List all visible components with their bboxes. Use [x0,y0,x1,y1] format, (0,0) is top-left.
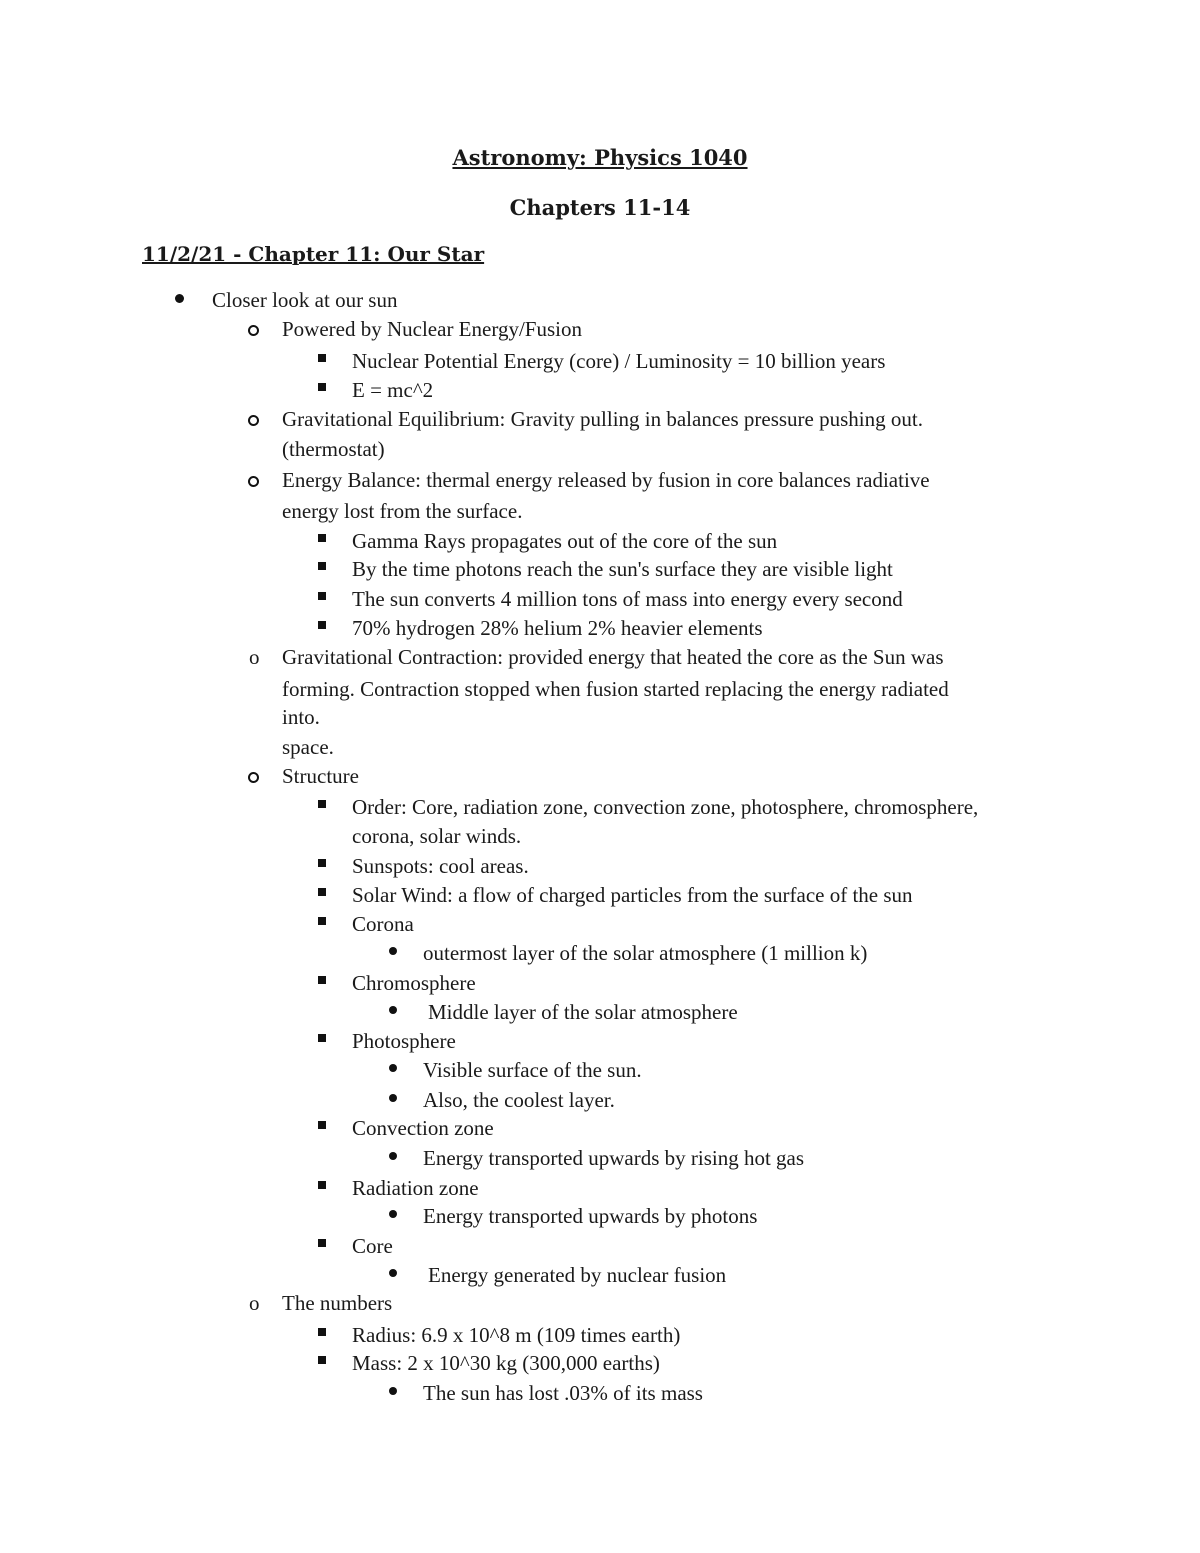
list-item: Closer look at our sun [212,288,398,312]
square-bullet-icon [318,592,326,600]
square-bullet-icon [318,888,326,896]
dot-bullet-icon [389,1094,397,1102]
dot-bullet-icon [389,1387,397,1395]
list-item: Energy transported upwards by rising hot gas [423,1146,805,1170]
section-heading: 11/2/21 - Chapter 11: Our Star [142,242,485,266]
list-item: Gravitational Equilibrium: Gravity pulling in balances pressure pushing out. [282,407,923,431]
list-item: Energy Balance: thermal energy released by fusion in core balances radiative [282,468,930,492]
letter-o-bullet-icon: o [249,1291,260,1315]
list-item: outermost layer of the solar atmosphere (1 million k) [423,941,868,965]
list-item: The sun converts 4 million tons of mass into energy every second [352,587,903,611]
list-item: Also, the coolest layer. [423,1088,615,1112]
list-item: Corona [352,912,414,936]
list-item-continuation: into. [282,705,320,729]
document-title: Astronomy: Physics 1040 [452,145,748,170]
list-item-continuation: (thermostat) [282,437,385,461]
letter-o-bullet-icon: o [249,645,260,669]
square-bullet-icon [318,534,326,542]
list-item-continuation: forming. Contraction stopped when fusion started replacing the energy radiated [282,677,949,701]
list-item: Convection zone [352,1116,494,1140]
list-item: Structure [282,764,359,788]
square-bullet-icon [318,383,326,391]
dot-bullet-icon [389,947,397,955]
square-bullet-icon [318,621,326,629]
list-item: Nuclear Potential Energy (core) / Luminosity = 10 billion years [352,349,886,373]
hollow-bullet-icon [248,325,259,336]
dot-bullet-icon [389,1064,397,1072]
list-item-continuation: energy lost from the surface. [282,499,523,523]
list-item: Radius: 6.9 x 10^8 m (109 times earth) [352,1323,681,1347]
list-item: E = mc^2 [352,378,434,402]
square-bullet-icon [318,1356,326,1364]
list-item: Order: Core, radiation zone, convection zone, photosphere, chromosphere, [352,795,979,819]
list-item-continuation: corona, solar winds. [352,824,522,848]
list-item: Gamma Rays propagates out of the core of the sun [352,529,778,553]
square-bullet-icon [318,917,326,925]
document-subtitle: Chapters 11-14 [509,195,691,220]
square-bullet-icon [318,1181,326,1189]
list-item: Radiation zone [352,1176,479,1200]
list-item: Core [352,1234,393,1258]
list-item: Gravitational Contraction: provided energy that heated the core as the Sun was [282,645,944,669]
list-item: Powered by Nuclear Energy/Fusion [282,317,582,341]
list-item: Visible surface of the sun. [423,1058,642,1082]
list-item: Solar Wind: a flow of charged particles from the surface of the sun [352,883,913,907]
list-item: 70% hydrogen 28% helium 2% heavier elements [352,616,763,640]
square-bullet-icon [318,354,326,362]
list-item-continuation: space. [282,735,334,759]
square-bullet-icon [318,859,326,867]
filled-bullet-icon [175,294,184,303]
dot-bullet-icon [389,1269,397,1277]
list-item: The numbers [282,1291,393,1315]
square-bullet-icon [318,1239,326,1247]
square-bullet-icon [318,1328,326,1336]
square-bullet-icon [318,1034,326,1042]
square-bullet-icon [318,800,326,808]
hollow-bullet-icon [248,415,259,426]
list-item: Energy transported upwards by photons [423,1204,758,1228]
list-item: The sun has lost .03% of its mass [423,1381,703,1405]
dot-bullet-icon [389,1210,397,1218]
list-item: Energy generated by nuclear fusion [428,1263,727,1287]
list-item: Sunspots: cool areas. [352,854,529,878]
square-bullet-icon [318,976,326,984]
dot-bullet-icon [389,1006,397,1014]
list-item: By the time photons reach the sun's surface they are visible light [352,557,893,581]
list-item: Middle layer of the solar atmosphere [428,1000,738,1024]
square-bullet-icon [318,562,326,570]
list-item: Mass: 2 x 10^30 kg (300,000 earths) [352,1351,660,1375]
list-item: Chromosphere [352,971,476,995]
hollow-bullet-icon [248,476,259,487]
hollow-bullet-icon [248,772,259,783]
dot-bullet-icon [389,1152,397,1160]
square-bullet-icon [318,1121,326,1129]
list-item: Photosphere [352,1029,456,1053]
